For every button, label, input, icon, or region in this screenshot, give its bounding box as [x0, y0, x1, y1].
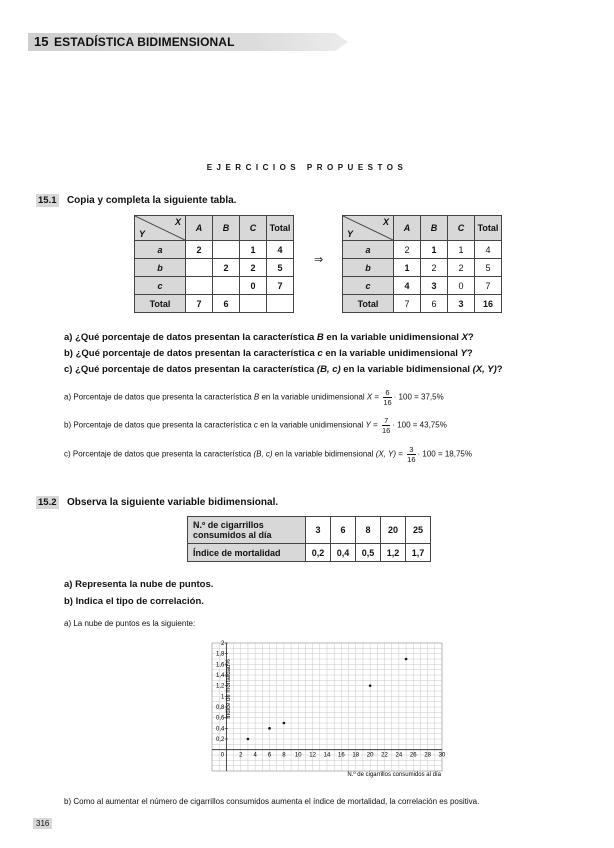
cell: 8 [356, 517, 381, 544]
cell: 3 [421, 277, 448, 295]
scatter-chart [210, 639, 446, 780]
col-header: C [240, 216, 267, 241]
data-table [187, 516, 431, 562]
y-tick-label: 0,6 [216, 715, 225, 722]
cell: 2 [394, 241, 421, 259]
x-tick-label: 14 [323, 752, 331, 759]
x-tick-label: 18 [352, 752, 360, 759]
cell: 1 [448, 241, 475, 259]
answer-a: a) Porcentaje de datos que presenta la característica B en la variable unidimensional X = $\frac{6}{16}$ · 100 = 37,5% [64, 388, 444, 407]
chapter-title: ESTADÍSTICA BIDIMENSIONAL [54, 35, 235, 49]
col-header: B [213, 216, 240, 241]
cell [267, 295, 294, 313]
cell: 0,2 [306, 544, 331, 562]
section-title: EJERCICIOS PROPUESTOS [206, 163, 408, 172]
exercise-15-1-heading [36, 190, 236, 208]
y-tick-label: 1,2 [216, 683, 225, 690]
chapter-number: 15 [34, 34, 49, 49]
cell: 6 [331, 517, 356, 544]
cell: 0 [240, 277, 267, 295]
corner-y: Y [347, 229, 354, 239]
answer-b: b) Porcentaje de datos que presenta la característica c en la variable unidimensional Y = $\frac{7}{16}$ · 100 = 43,75% [64, 416, 447, 435]
x-tick-label: 20 [366, 752, 374, 759]
x-tick-label: 0 [220, 752, 225, 759]
fraction: $\frac{6}{16}$ [383, 388, 392, 407]
exercise-number: 15.2 [38, 497, 57, 508]
row-header: c [343, 277, 394, 295]
exercise-statement: Observa la siguiente variable bidimensional. [66, 497, 279, 508]
y-tick-label: 0,2 [216, 737, 225, 743]
y-tick-label: 1,4 [216, 673, 225, 679]
cell: 2 [421, 259, 448, 277]
cell: 20 [381, 517, 406, 544]
col-header: B [421, 216, 448, 241]
fraction: $\frac{3}{16}$ [407, 445, 416, 464]
row-header: b [343, 259, 394, 277]
row-header: Total [135, 295, 186, 313]
cell: 2 [448, 259, 475, 277]
cell [240, 295, 267, 313]
cell: 1 [421, 241, 448, 259]
x-axis-label: N.º de cigarrillos consumidos al día [347, 772, 441, 778]
col-header: Total [475, 216, 502, 241]
answer-b: b) Como al aumentar el número de cigarrillos consumidos aumenta el índice de mortalidad, la correlación es positiva. [64, 797, 480, 806]
y-tick-label: 2 [221, 641, 225, 647]
cell: 1,7 [406, 544, 431, 562]
x-tick-label: 24 [395, 752, 403, 759]
x-tick-label: 22 [381, 752, 388, 759]
col-header: Total [267, 216, 294, 241]
row-header: a [135, 241, 186, 259]
page-number: 316 [33, 818, 52, 829]
corner-y: Y [139, 229, 146, 239]
cell: 0,5 [356, 544, 381, 562]
table-corner [343, 216, 394, 241]
answer-a: a) La nube de puntos es la siguiente: [64, 619, 196, 628]
cell: 3 [448, 295, 475, 313]
table-corner [135, 216, 186, 241]
cell: 2 [213, 259, 240, 277]
cell: 7 [267, 277, 294, 295]
x-tick-label: 16 [338, 752, 345, 759]
question-b: b) ¿Qué porcentaje de datos presentan la característica c en la variable unidimensional Y? [64, 348, 473, 359]
y-tick-label: 0,8 [216, 705, 225, 711]
cell: 6 [213, 295, 240, 313]
row-label: Índice de mortalidad [188, 544, 306, 562]
question-a: a) ¿Qué porcentaje de datos presentan la característica B en la variable unidimensional X? [64, 332, 474, 343]
cell: 0,4 [331, 544, 356, 562]
x-tick-label: 10 [294, 752, 302, 759]
x-tick-label: 26 [409, 752, 417, 759]
exercise-15-2-heading [36, 492, 278, 510]
question-c: c) ¿Qué porcentaje de datos presentan la característica (B, c) en la variable bidimensional (X, Y)? [64, 364, 503, 375]
x-tick-label: 12 [309, 752, 316, 759]
row-header: c [135, 277, 186, 295]
col-header: A [186, 216, 213, 241]
row-header: b [135, 259, 186, 277]
fraction: $\frac{7}{16}$ [381, 416, 391, 435]
cell: 25 [406, 517, 431, 544]
row-header: a [343, 241, 394, 259]
data-point [405, 658, 408, 661]
cell: 5 [267, 259, 294, 277]
x-tick-label: 6 [267, 752, 272, 759]
row-header: Total [343, 295, 394, 313]
exercise-number: 15.1 [38, 195, 57, 206]
cell: 16 [475, 295, 502, 313]
x-tick-label: 28 [424, 752, 431, 759]
data-point [268, 727, 271, 730]
cell: 1 [394, 259, 421, 277]
y-tick-label: 0,4 [216, 726, 225, 733]
cell: 7 [186, 295, 213, 313]
cell: 2 [240, 259, 267, 277]
chart-ticks [216, 641, 446, 759]
cell: 4 [267, 241, 294, 259]
x-tick-label: 4 [253, 752, 257, 759]
cell: 0 [448, 277, 475, 295]
cell: 4 [475, 241, 502, 259]
exercise-statement: Copia y completa la siguiente tabla. [66, 195, 237, 206]
cell: 2 [186, 241, 213, 259]
corner-x: X [382, 217, 389, 227]
cell [186, 277, 213, 295]
cell [213, 277, 240, 295]
cell: 7 [394, 295, 421, 313]
col-header: C [448, 216, 475, 241]
table-completed [342, 215, 502, 313]
x-tick-label: 2 [239, 752, 243, 759]
y-tick-label: 1 [221, 694, 225, 701]
corner-x: X [174, 217, 181, 227]
data-point [369, 684, 372, 687]
x-tick-label: 30 [438, 752, 446, 759]
y-tick-label: 1,6 [216, 662, 225, 669]
data-point [247, 738, 250, 741]
answer-c: c) Porcentaje de datos que presenta la característica (B, c) en la variable bidimensional (X, Y) = $\frac{3}{16}$ · 100 = 18,75% [64, 445, 472, 464]
y-tick-label: 1,8 [216, 651, 225, 658]
x-tick-label: 8 [282, 752, 286, 759]
cell: 6 [421, 295, 448, 313]
table-given [134, 215, 294, 313]
cell: 1 [240, 241, 267, 259]
cell: 5 [475, 259, 502, 277]
cell [213, 241, 240, 259]
y-axis-label: Índice de mortalidad% [226, 659, 232, 719]
question-b: b) Indica el tipo de correlación. [64, 596, 204, 607]
cell: 3 [306, 517, 331, 544]
question-a: a) Representa la nube de puntos. [64, 579, 214, 590]
col-header: A [394, 216, 421, 241]
implies-arrow-icon: ⇒ [314, 254, 324, 266]
cell [186, 259, 213, 277]
data-point [283, 722, 286, 725]
cell: 4 [394, 277, 421, 295]
cell: 1,2 [381, 544, 406, 562]
row-label: N.º de cigarrillos consumidos al día [188, 517, 306, 544]
cell: 7 [475, 277, 502, 295]
